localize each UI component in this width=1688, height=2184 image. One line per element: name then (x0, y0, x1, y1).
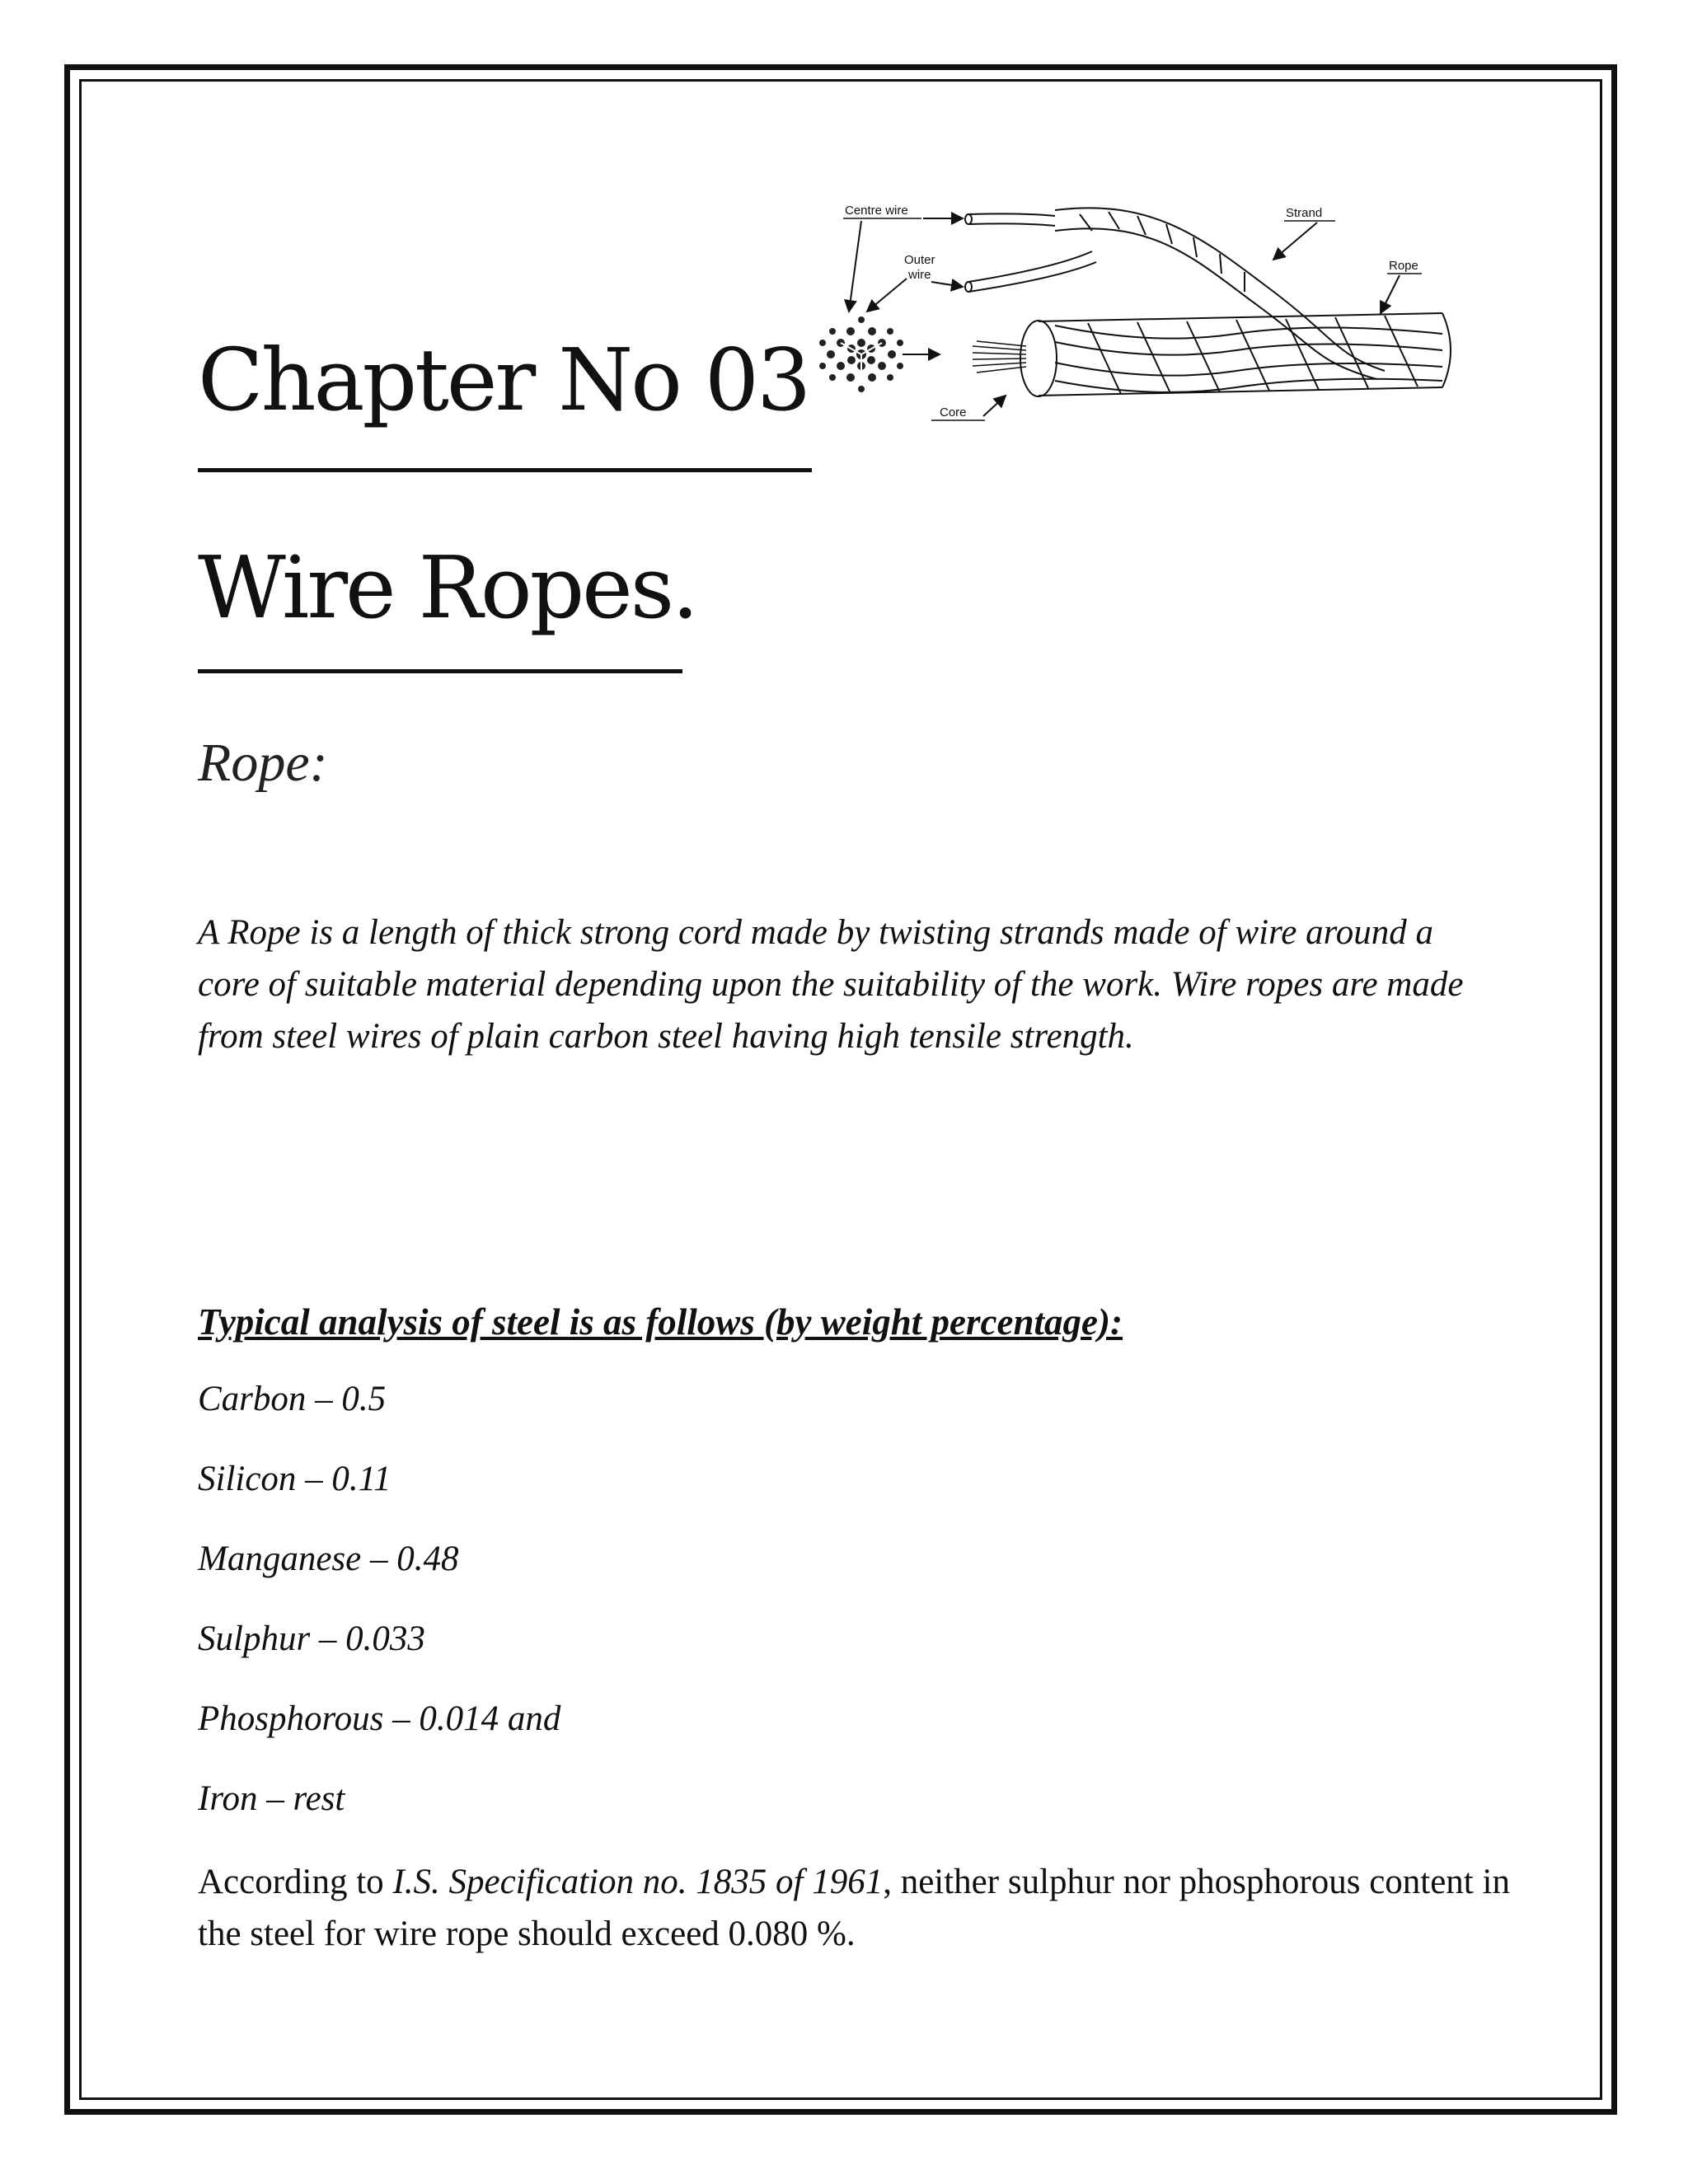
composition-item-sulphur: Sulphur – 0.033 (198, 1619, 425, 1658)
composition-item-manganese: Manganese – 0.48 (198, 1540, 459, 1578)
composition-item-carbon: Carbon – 0.5 (198, 1380, 387, 1418)
composition-item-iron: Iron – rest (198, 1779, 345, 1818)
label-outer-wire-1: Outer (904, 253, 935, 267)
label-centre-wire: Centre wire (845, 204, 908, 218)
label-outer-wire-2: wire (908, 268, 931, 282)
section-title: Wire Ropes. (198, 537, 697, 638)
composition-list (198, 1375, 560, 1854)
lifted-strand (1055, 208, 1385, 379)
spec-prefix: According to (198, 1863, 393, 1901)
composition-item-phosphorous: Phosphorous – 0.014 and (198, 1699, 561, 1738)
rope-heading: Rope: (198, 733, 328, 793)
cross-section-lines (841, 343, 882, 377)
single-wires (965, 213, 1096, 292)
label-rope: Rope (1389, 259, 1418, 273)
spec-suffix: , neither sulphur nor phosphorous content in the steel for wire rope should exceed 0.080 %. (198, 1863, 1510, 1953)
spec-reference: I.S. Specification no. 1835 of 1961 (392, 1863, 884, 1901)
chapter-title: Chapter No 03 (198, 330, 809, 430)
rope-body (1020, 313, 1451, 396)
wire-rope-illustration (808, 190, 1475, 437)
label-core: Core (940, 405, 967, 419)
section-title-underline (198, 669, 682, 673)
chapter-title-underline (198, 468, 812, 472)
wire-rope-diagram (808, 190, 1475, 437)
rope-core-end (973, 341, 1026, 373)
rope-definition-paragraph: A Rope is a length of thick strong cord made by twisting strands made of wire around a core of suitable material depending upon the suitability of the work. Wire ropes are made from steel wires of plain carbon steel having high tensile strength. (198, 913, 1464, 1056)
specification-paragraph (198, 1856, 1517, 1960)
steel-analysis-heading: Typical analysis of steel is as follows (by weight percentage): (198, 1301, 1123, 1343)
composition-item-silicon: Silicon – 0.11 (198, 1460, 392, 1498)
label-strand: Strand (1286, 206, 1323, 220)
